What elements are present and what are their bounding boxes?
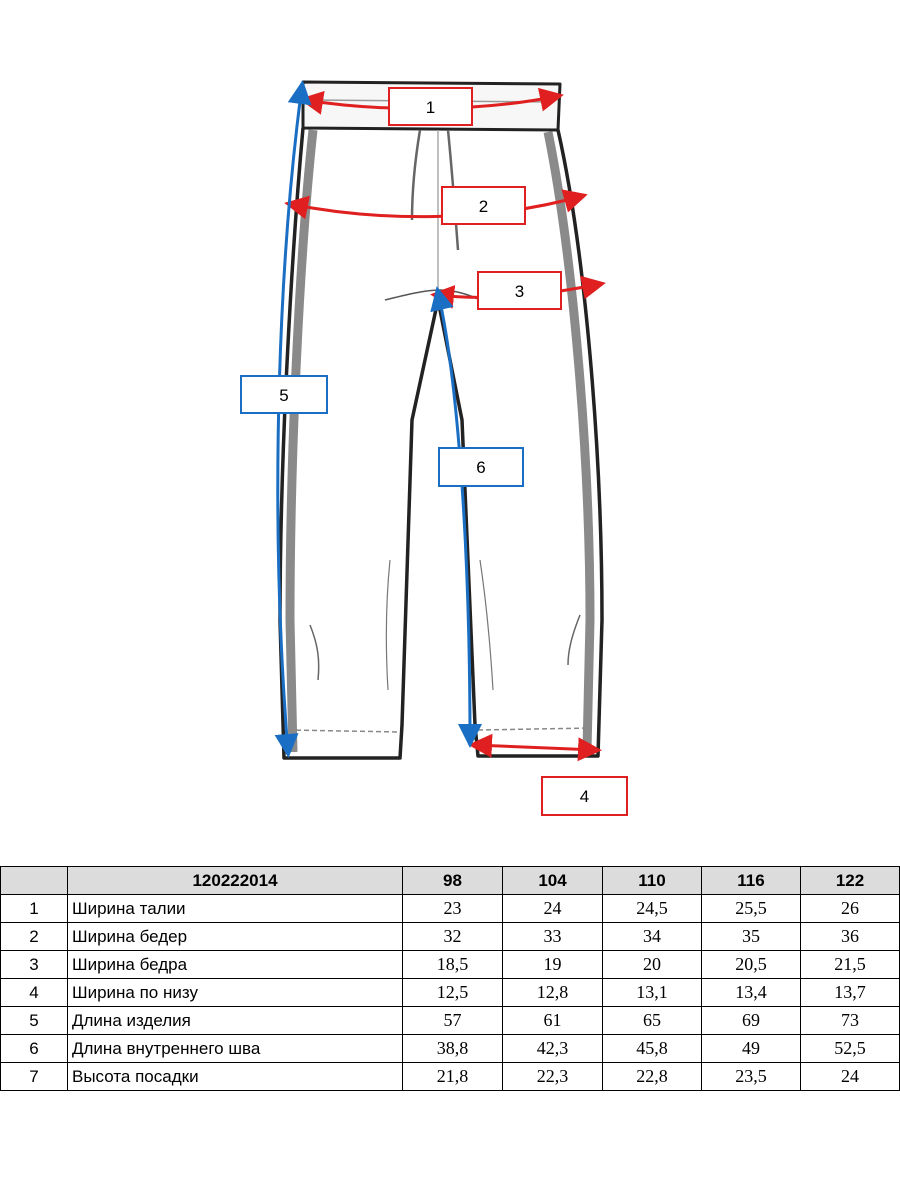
measurement-value-cell: 22,8 [603, 1063, 702, 1091]
label-box-6 [439, 448, 523, 486]
header-cell-size-122: 122 [801, 867, 900, 895]
header-cell-number [1, 867, 68, 895]
label-box-1 [389, 88, 472, 125]
row-number-cell: 2 [1, 923, 68, 951]
measurement-value-cell: 32 [403, 923, 503, 951]
svg-text:2: 2 [478, 197, 489, 216]
svg-text:1: 1 [425, 98, 436, 117]
measurement-value-cell: 49 [702, 1035, 801, 1063]
measurement-name-cell: Ширина талии [68, 895, 403, 923]
table-row [1, 923, 900, 951]
measurement-value-cell: 36 [801, 923, 900, 951]
measurement-value-cell: 69 [702, 1007, 801, 1035]
measurement-value-cell: 25,5 [702, 895, 801, 923]
measurement-value-cell: 20,5 [702, 951, 801, 979]
table-row [1, 1035, 900, 1063]
measurement-value-cell: 22,3 [503, 1063, 603, 1091]
measurement-name-cell: Ширина бедер [68, 923, 403, 951]
measurement-value-cell: 12,8 [503, 979, 603, 1007]
bottom-width-arrow [474, 745, 596, 750]
label-box-2 [442, 187, 525, 224]
header-cell-size-104: 104 [503, 867, 603, 895]
measurement-value-cell: 38,8 [403, 1035, 503, 1063]
size-chart-table [0, 866, 900, 1091]
measurement-value-cell: 23,5 [702, 1063, 801, 1091]
measurement-name-cell: Длина внутреннего шва [68, 1035, 403, 1063]
svg-text:3: 3 [514, 282, 525, 301]
measurement-value-cell: 13,1 [603, 979, 702, 1007]
measurement-value-cell: 12,5 [403, 979, 503, 1007]
measurement-value-cell: 52,5 [801, 1035, 900, 1063]
measurement-value-cell: 19 [503, 951, 603, 979]
label-box-5 [241, 376, 327, 413]
measurement-value-cell: 35 [702, 923, 801, 951]
measurement-name-cell: Ширина по низу [68, 979, 403, 1007]
measurement-name-cell: Длина изделия [68, 1007, 403, 1035]
inseam-length-arrow [438, 292, 470, 742]
row-number-cell: 7 [1, 1063, 68, 1091]
table-row [1, 1007, 900, 1035]
measurement-name-cell: Ширина бедра [68, 951, 403, 979]
table-header-row [1, 867, 900, 895]
table-row [1, 895, 900, 923]
measurement-value-cell: 18,5 [403, 951, 503, 979]
header-cell-size-98: 98 [403, 867, 503, 895]
left-side-stripe [290, 130, 313, 752]
row-number-cell: 5 [1, 1007, 68, 1035]
svg-text:4: 4 [579, 787, 590, 806]
hip-width-arrow [290, 196, 582, 217]
pants-sketch [280, 82, 602, 758]
svg-text:5: 5 [279, 386, 289, 405]
measurement-value-cell: 13,7 [801, 979, 900, 1007]
header-cell-size-116: 116 [702, 867, 801, 895]
row-number-cell: 4 [1, 979, 68, 1007]
measurement-value-cell: 13,4 [702, 979, 801, 1007]
measurement-value-cell: 24 [503, 895, 603, 923]
table-row [1, 1063, 900, 1091]
row-number-cell: 3 [1, 951, 68, 979]
drawstring-left [412, 130, 420, 220]
measurement-value-cell: 20 [603, 951, 702, 979]
measurement-value-cell: 45,8 [603, 1035, 702, 1063]
measurement-value-cell: 21,8 [403, 1063, 503, 1091]
row-number-cell: 6 [1, 1035, 68, 1063]
measurement-value-cell: 57 [403, 1007, 503, 1035]
table-row [1, 951, 900, 979]
measurement-value-cell: 33 [503, 923, 603, 951]
label-box-3 [478, 272, 561, 309]
label-box-4 [542, 777, 627, 815]
row-number-cell: 1 [1, 895, 68, 923]
measurement-value-cell: 65 [603, 1007, 702, 1035]
measurement-value-cell: 26 [801, 895, 900, 923]
measurement-name-cell: Высота посадки [68, 1063, 403, 1091]
header-cell-article: 120222014 [68, 867, 403, 895]
measurement-value-cell: 24 [801, 1063, 900, 1091]
measurement-value-cell: 23 [403, 895, 503, 923]
measurement-value-cell: 42,3 [503, 1035, 603, 1063]
measurement-value-cell: 34 [603, 923, 702, 951]
svg-text:6: 6 [476, 458, 486, 477]
measurement-value-cell: 73 [801, 1007, 900, 1035]
measurement-value-cell: 24,5 [603, 895, 702, 923]
measurement-value-cell: 21,5 [801, 951, 900, 979]
header-cell-size-110: 110 [603, 867, 702, 895]
table-row [1, 979, 900, 1007]
measurement-value-cell: 61 [503, 1007, 603, 1035]
